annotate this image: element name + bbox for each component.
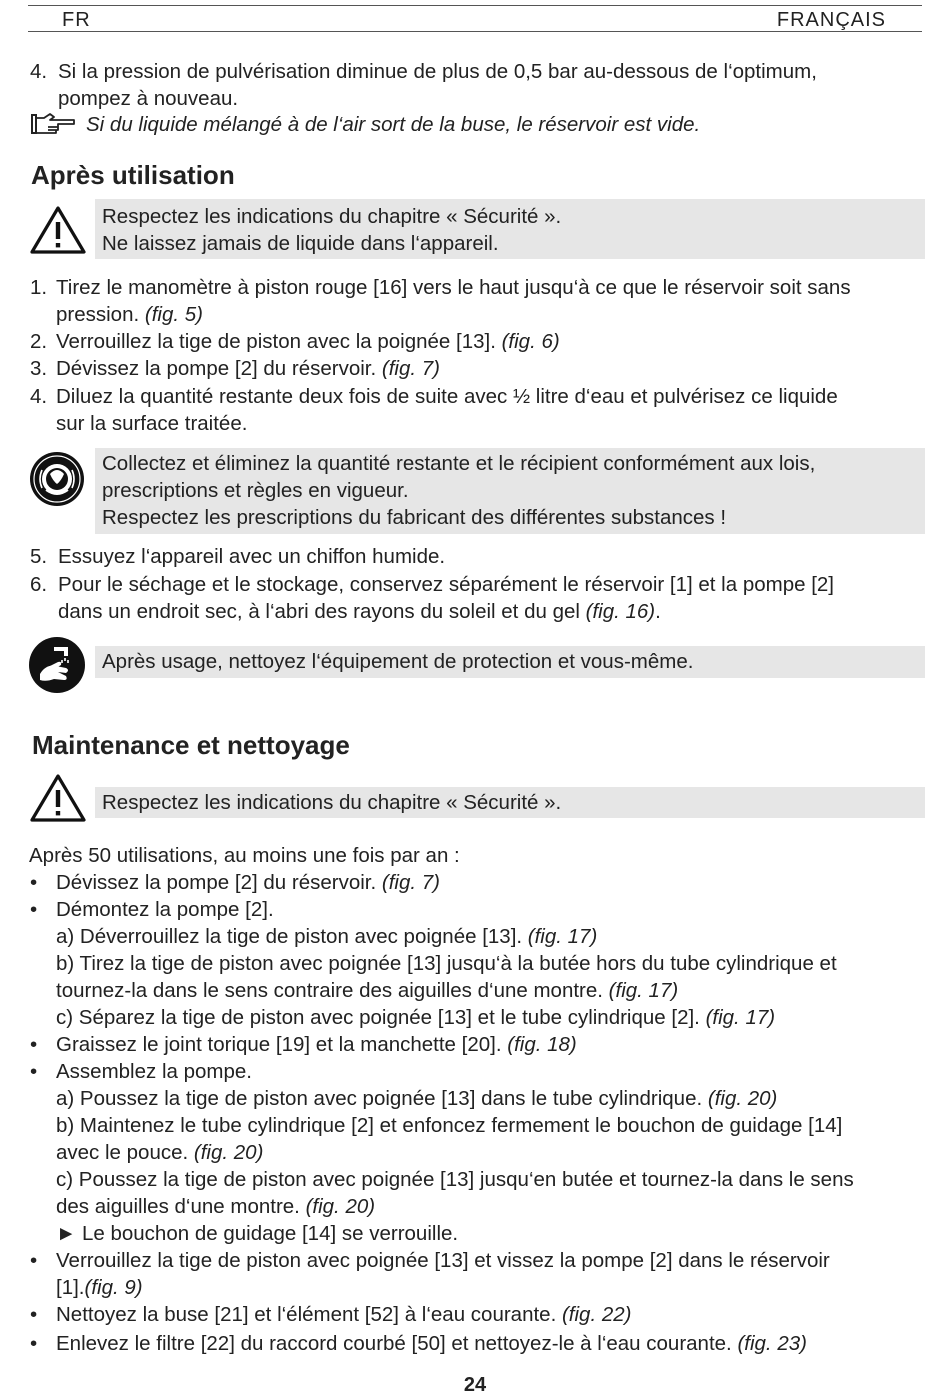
figure-reference: (fig. 18) [507,1033,577,1056]
bullet: • [30,1033,38,1056]
list-number: 2. [30,330,48,353]
list-item-text: Assemblez la pompe. [56,1060,252,1083]
list-item-text: c) Poussez la tige de piston avec poignée [13] jusqu‘en butée et tournez-la dans le sens [56,1168,854,1191]
list-item-text: a) Déverrouillez la tige de piston avec poignée [13]. (fig. 17) [56,925,598,948]
list-item-text: Diluez la quantité restante deux fois de suite avec ½ litre d‘eau et pulvérisez ce liquide [56,385,838,408]
list-item-text: Dévissez la pompe [2] du réservoir. (fig. 7) [56,357,440,380]
figure-reference: (fig. 23) [737,1332,807,1355]
figure-reference: (fig. 7) [381,871,440,894]
list-item-text: des aiguilles d‘une montre. (fig. 20) [56,1195,376,1218]
figure-reference: (fig. 9) [84,1276,143,1299]
figure-reference: (fig. 20) [707,1087,778,1110]
warning-text: Ne laissez jamais de liquide dans l‘appareil. [102,232,499,255]
bullet: • [30,1060,38,1083]
figure-reference: (fig. 20) [193,1141,264,1164]
list-item-text: Tirez le manomètre à piston rouge [16] vers le haut jusqu‘à ce que le réservoir soit sans [56,276,851,299]
list-item-text: c) Séparez la tige de piston avec poignée [13] et le tube cylindrique [2]. (fig. 17) [56,1006,776,1029]
header-rule-bottom [28,31,922,32]
environment-text: prescriptions et règles en vigueur. [102,479,409,502]
warning-triangle-icon [29,773,87,823]
list-item-text: Essuyez l‘appareil avec un chiffon humide. [58,545,446,568]
header-rule-top [28,5,922,6]
environment-text: Respectez les prescriptions du fabricant des différentes substances ! [102,506,727,529]
figure-reference: (fig. 6) [501,330,560,353]
bullet: • [30,1332,38,1355]
figure-reference: (fig. 7) [381,357,440,380]
list-item-text: Enlevez le filtre [22] du raccord courbé [50] et nettoyez-le à l‘eau courante. (fig. 23) [56,1332,807,1355]
list-item-text: tournez-la dans le sens contraire des aiguilles d‘une montre. (fig. 17) [56,979,679,1002]
figure-reference: (fig. 5) [144,303,203,326]
list-item-text: b) Maintenez le tube cylindrique [2] et enfoncez fermement le bouchon de guidage [14] [56,1114,843,1137]
wash-hands-icon [28,636,86,694]
warning-triangle-icon [29,205,87,255]
wash-hands-text: Après usage, nettoyez l‘équipement de protection et vous-même. [102,650,694,673]
list-item-text: sur la surface traitée. [56,412,248,435]
list-item-text: pression. (fig. 5) [56,303,203,326]
list-item-text: b) Tirez la tige de piston avec poignée [13] jusqu‘à la butée hors du tube cylindrique et [56,952,837,975]
list-item-text: Verrouillez la tige de piston avec poignée [13] et vissez la pompe [2] dans le réservoir [56,1249,830,1272]
list-item-text: Dévissez la pompe [2] du réservoir. (fig. 7) [56,871,440,894]
list-item-text: Verrouillez la tige de piston avec la poignée [13]. (fig. 6) [56,330,560,353]
list-item-text: Graissez le joint torique [19] et la manchette [20]. (fig. 18) [56,1033,577,1056]
header-language-name: FRANÇAIS [776,9,886,31]
bullet: • [30,871,38,894]
header-language-code: FR [62,9,91,31]
list-number: 1. [30,276,48,299]
note-text: Si du liquide mélangé à de l‘air sort de la buse, le réservoir est vide. [86,113,701,136]
environment-emblem-icon [28,450,86,508]
section-title-after-use: Après utilisation [31,160,235,190]
result-text: ► Le bouchon de guidage [14] se verrouille. [56,1222,459,1245]
bullet: • [30,1303,38,1326]
list-item-text: Si la pression de pulvérisation diminue de plus de 0,5 bar au-dessous de l‘optimum, [58,60,817,83]
list-item-text: pompez à nouveau. [58,87,239,110]
figure-reference: (fig. 20) [305,1195,376,1218]
list-item-text: [1].(fig. 9) [56,1276,143,1299]
list-number: 3. [30,357,48,380]
figure-reference: (fig. 17) [527,925,598,948]
list-number: 4. [30,60,48,83]
section-title-maintenance: Maintenance et nettoyage [32,730,350,760]
bullet: • [30,1249,38,1272]
list-item-text: Pour le séchage et le stockage, conservez séparément le réservoir [1] et la pompe [2] [58,573,834,596]
warning-text: Respectez les indications du chapitre « Sécurité ». [102,791,562,814]
list-number: 6. [30,573,48,596]
figure-reference: (fig. 22) [561,1303,632,1326]
environment-text: Collectez et éliminez la quantité restante et le récipient conformément aux lois, [102,452,816,475]
figure-reference: (fig. 17) [705,1006,776,1029]
list-item-text: Démontez la pompe [2]. [56,898,274,921]
list-number: 4. [30,385,48,408]
bullet: • [30,898,38,921]
figure-reference: (fig. 17) [608,979,679,1002]
list-item-text: Nettoyez la buse [21] et l‘élément [52] à l‘eau courante. (fig. 22) [56,1303,632,1326]
list-item-text: a) Poussez la tige de piston avec poignée [13] dans le tube cylindrique. (fig. 20) [56,1087,778,1110]
pointing-hand-icon [30,113,76,137]
figure-reference: (fig. 16) [585,600,656,623]
list-item-text: dans un endroit sec, à l‘abri des rayons du soleil et du gel (fig. 16). [58,600,661,623]
warning-text: Respectez les indications du chapitre « Sécurité ». [102,205,562,228]
list-item-text: avec le pouce. (fig. 20) [56,1141,264,1164]
page-number: 24 [463,1374,487,1396]
intro-text: Après 50 utilisations, au moins une fois par an : [29,844,460,867]
list-number: 5. [30,545,48,568]
